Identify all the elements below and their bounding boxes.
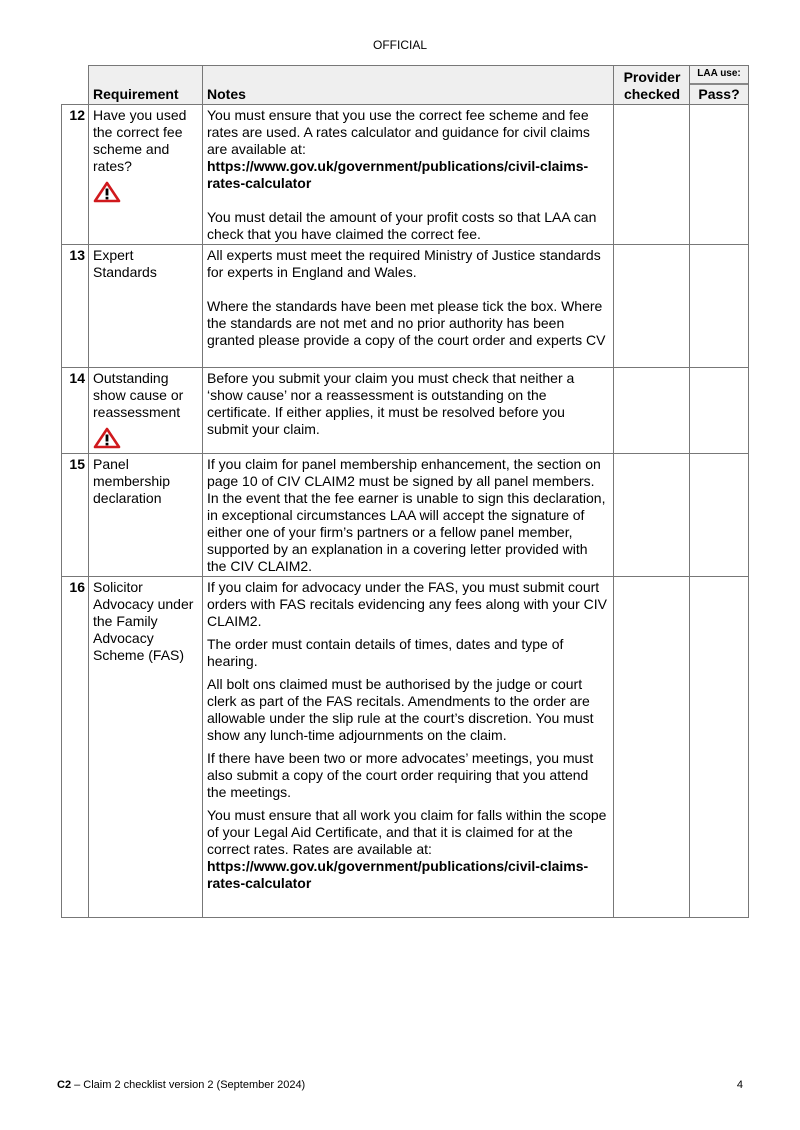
notes-paragraph: You must ensure that all work you claim for falls within the scope of your Legal Aid Certificate, and that it is claimed for at the correct rates. Rates are available at:: [207, 807, 607, 857]
notes-cell: [203, 577, 614, 918]
requirement-cell: [89, 577, 203, 918]
provider-checked-cell[interactable]: [614, 577, 690, 918]
laa-pass-cell[interactable]: [690, 105, 749, 245]
notes-paragraph: You must detail the amount of your profit costs so that LAA can check that you have claimed the correct fee.: [207, 209, 597, 242]
classification-marking: OFFICIAL: [372, 38, 427, 52]
requirement-text: Have you used the correct fee scheme and rates?: [93, 107, 187, 174]
warning-triangle-icon: [93, 427, 121, 449]
requirement-text: Panel membership declaration: [93, 456, 171, 506]
footer-form-code: C2: [57, 1079, 72, 1091]
page-number: 4: [736, 1079, 743, 1091]
requirement-cell: [89, 454, 203, 577]
notes-paragraph: Where the standards have been met please tick the box. Where the standards are not met and no prior authority has been granted please provide a copy of the court order and experts CV: [207, 298, 606, 348]
row-number: 13: [62, 245, 89, 368]
table-row: [62, 245, 749, 368]
requirement-cell: [89, 105, 203, 245]
table-header-row: [62, 66, 749, 105]
checklist-table: [61, 65, 749, 918]
number-column-header: [62, 66, 89, 105]
footer-form-title: – Claim 2 checklist version 2 (September 2024): [71, 1079, 306, 1091]
notes-cell: [203, 454, 614, 577]
row-number: 16: [62, 577, 89, 918]
notes-column-header: Notes: [203, 66, 614, 105]
requirement-text: Expert Standards: [93, 247, 157, 280]
notes-paragraph: If you claim for panel membership enhancement, the section on page 10 of CIV CLAIM2 must be signed by all panel members. In the event that the fee earner is unable to sign this declaration, in exceptional circumstances LAA will accept the signature of either one of your firm’s partners or a fellow panel member, supported by an explanation in a covering letter provided with the CIV CLAIM2.: [207, 456, 606, 574]
provider-checked-cell[interactable]: [614, 105, 690, 245]
table-row: [62, 577, 749, 918]
laa-pass-cell[interactable]: [690, 368, 749, 454]
table-row: [62, 454, 749, 577]
notes-paragraph: All bolt ons claimed must be authorised by the judge or court clerk as part of the FAS recitals. Amendments to the order are allowable under the slip rule at the court’s discretion. You must show any lunch-time adjournments on the claim.: [207, 676, 594, 743]
provider-checked-cell[interactable]: [614, 368, 690, 454]
requirement-cell: [89, 368, 203, 454]
laa-pass-cell[interactable]: [690, 577, 749, 918]
requirement-text: Outstanding show cause or reassessment: [93, 370, 184, 420]
row-number: 15: [62, 454, 89, 577]
requirement-text: Solicitor Advocacy under the Family Advocacy Scheme (FAS): [93, 579, 194, 663]
notes-paragraph: If you claim for advocacy under the FAS, you must submit court orders with FAS recitals evidencing any fees along with your CIV CLAIM2.: [207, 579, 607, 629]
notes-paragraph: Before you submit your claim you must check that neither a ‘show cause’ nor a reassessment is outstanding on the certificate. If either applies, it must be resolved before you submit your claim.: [207, 370, 575, 437]
rates-calculator-link[interactable]: https://www.gov.uk/government/publications/civil-claims-rates-calculator: [207, 158, 589, 191]
warning-triangle-icon: [93, 181, 121, 203]
provider-header-line1: Provider: [623, 69, 681, 85]
laa-use-label: LAA use:: [690, 66, 748, 85]
row-number: 14: [62, 368, 89, 454]
notes-paragraph: All experts must meet the required Ministry of Justice standards for experts in England and Wales.: [207, 247, 601, 280]
notes-cell: [203, 368, 614, 454]
row-number: 12: [62, 105, 89, 245]
provider-header-line2: checked: [623, 86, 681, 102]
laa-pass-cell[interactable]: [690, 245, 749, 368]
notes-cell: [203, 245, 614, 368]
rates-calculator-link[interactable]: https://www.gov.uk/government/publications/civil-claims-rates-calculator: [207, 858, 589, 891]
notes-paragraph: You must ensure that you use the correct fee scheme and fee rates are used. A rates calculator and guidance for civil claims are available at:: [207, 107, 590, 157]
notes-paragraph: If there have been two or more advocates’ meetings, you must also submit a copy of the court order requiring that you attend the meetings.: [207, 750, 594, 800]
notes-paragraph: The order must contain details of times, dates and type of hearing.: [207, 636, 564, 669]
table-row: [62, 368, 749, 454]
table-row: [62, 105, 749, 245]
pass-label: Pass?: [698, 86, 740, 102]
provider-checked-cell[interactable]: [614, 454, 690, 577]
provider-checked-cell[interactable]: [614, 245, 690, 368]
laa-pass-cell[interactable]: [690, 454, 749, 577]
footer-title: [57, 1079, 305, 1091]
requirement-cell: [89, 245, 203, 368]
notes-cell: [203, 105, 614, 245]
provider-checked-column-header: [614, 66, 690, 105]
laa-pass-column-header: [690, 66, 749, 105]
requirement-column-header: Requirement: [89, 66, 203, 105]
